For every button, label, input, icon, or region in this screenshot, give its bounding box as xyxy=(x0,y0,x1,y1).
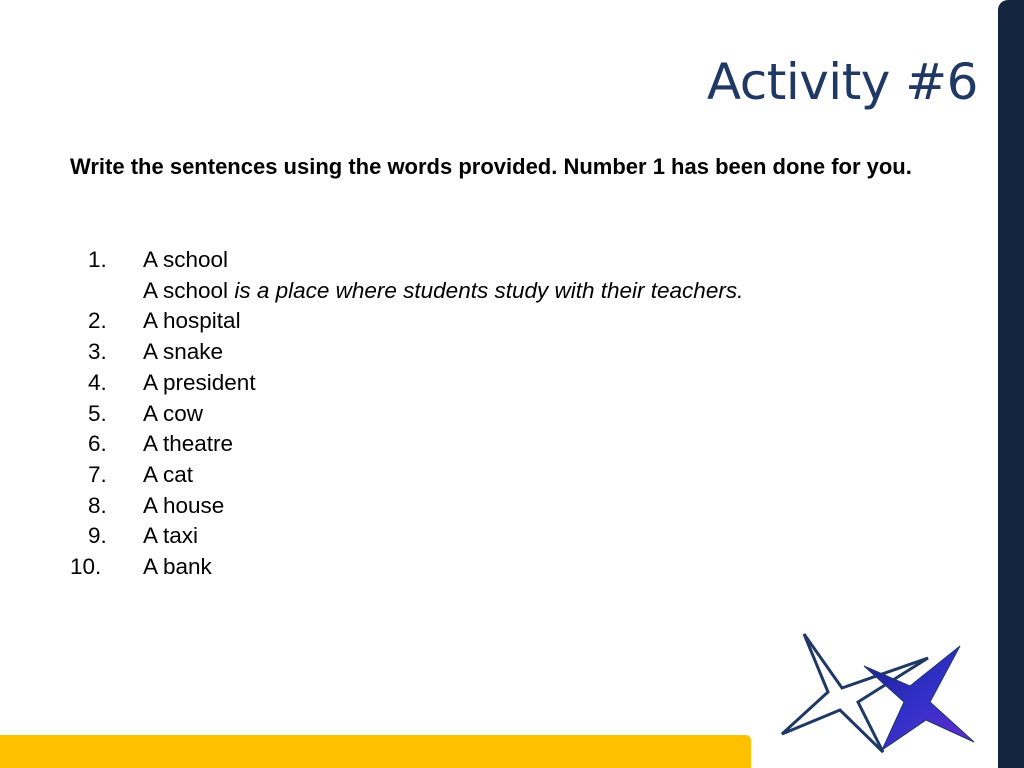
item-number: 5. xyxy=(88,400,107,426)
item-number: 1. xyxy=(88,247,107,272)
item-text: A hospital xyxy=(143,308,241,334)
item-text: A bank xyxy=(143,554,212,580)
item-number: 2. xyxy=(88,308,107,334)
item-text: A cat xyxy=(143,461,194,487)
item-text: A president xyxy=(143,369,256,395)
slide-title: Activity #6 xyxy=(706,53,978,111)
item-text: A cow xyxy=(143,400,204,426)
bottom-accent-bar xyxy=(0,735,751,768)
list-item xyxy=(70,245,950,276)
right-accent-bar xyxy=(998,0,1024,768)
list-item xyxy=(70,552,950,583)
list-item xyxy=(70,368,950,399)
item-text: A school xyxy=(143,247,229,272)
list-item xyxy=(70,521,950,552)
word-list xyxy=(70,245,950,583)
item-number: 3. xyxy=(88,339,107,365)
list-item xyxy=(70,337,950,368)
example-sentence xyxy=(70,276,950,307)
item-number: 8. xyxy=(88,492,107,518)
example-subject: A school xyxy=(143,277,229,303)
item-text: A snake xyxy=(143,339,224,365)
item-number: 9. xyxy=(88,523,107,549)
item-number: 6. xyxy=(88,431,107,457)
list-item xyxy=(70,460,950,491)
item-text: A house xyxy=(143,492,225,518)
item-text: A taxi xyxy=(143,523,199,549)
instructions-text: Write the sentences using the words provided. Number 1 has been done for you. xyxy=(70,154,912,179)
item-text: A theatre xyxy=(143,431,234,457)
list-item xyxy=(70,399,950,430)
item-number: 7. xyxy=(88,461,107,487)
item-number: 10. xyxy=(70,554,102,580)
item-number: 4. xyxy=(88,369,107,395)
star-logo-icon xyxy=(778,630,978,756)
list-item xyxy=(70,429,950,460)
list-item xyxy=(70,306,950,337)
list-item xyxy=(70,491,950,522)
example-completion: is a place where students study with their teachers. xyxy=(228,277,744,303)
